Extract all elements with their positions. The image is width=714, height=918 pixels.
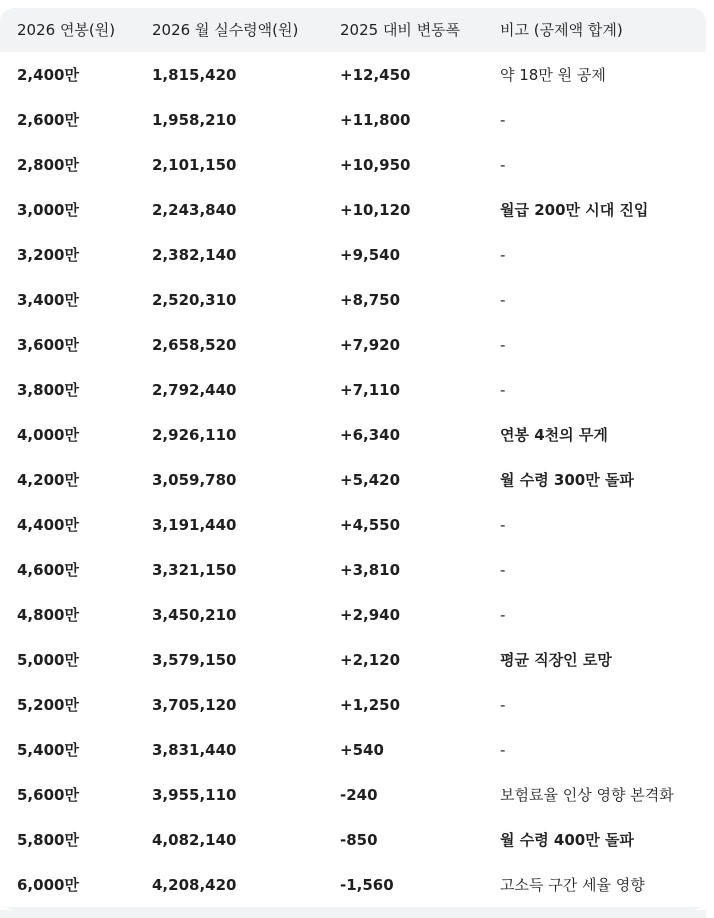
cell-note: 고소득 구간 세율 영향 bbox=[483, 862, 706, 907]
cell-change: +12,450 bbox=[323, 52, 483, 97]
table-header bbox=[0, 8, 706, 52]
header-salary: 2026 연봉(원) bbox=[0, 8, 135, 52]
table-bottom-edge bbox=[0, 910, 706, 918]
cell-change: +1,250 bbox=[323, 682, 483, 727]
cell-note: - bbox=[483, 547, 706, 592]
table-row bbox=[0, 547, 706, 592]
cell-change: +8,750 bbox=[323, 277, 483, 322]
cell-salary: 2,600만 bbox=[0, 97, 135, 142]
cell-net-pay: 3,955,110 bbox=[135, 772, 323, 817]
cell-net-pay: 2,792,440 bbox=[135, 367, 323, 412]
cell-net-pay: 3,059,780 bbox=[135, 457, 323, 502]
cell-salary: 5,000만 bbox=[0, 637, 135, 682]
cell-change: +2,120 bbox=[323, 637, 483, 682]
cell-net-pay: 1,958,210 bbox=[135, 97, 323, 142]
table-row bbox=[0, 727, 706, 772]
cell-note: 약 18만 원 공제 bbox=[483, 52, 706, 97]
cell-change: +10,120 bbox=[323, 187, 483, 232]
cell-change: -240 bbox=[323, 772, 483, 817]
salary-table-card bbox=[0, 8, 706, 910]
cell-note: 평균 직장인 로망 bbox=[483, 637, 706, 682]
cell-salary: 3,600만 bbox=[0, 322, 135, 367]
cell-salary: 4,800만 bbox=[0, 592, 135, 637]
table-row bbox=[0, 457, 706, 502]
cell-net-pay: 3,450,210 bbox=[135, 592, 323, 637]
cell-salary: 5,200만 bbox=[0, 682, 135, 727]
cell-change: +9,540 bbox=[323, 232, 483, 277]
cell-salary: 2,800만 bbox=[0, 142, 135, 187]
cell-net-pay: 2,520,310 bbox=[135, 277, 323, 322]
cell-change: +540 bbox=[323, 727, 483, 772]
cell-net-pay: 3,831,440 bbox=[135, 727, 323, 772]
cell-net-pay: 2,658,520 bbox=[135, 322, 323, 367]
cell-salary: 6,000만 bbox=[0, 862, 135, 907]
cell-net-pay: 2,926,110 bbox=[135, 412, 323, 457]
cell-salary: 2,400만 bbox=[0, 52, 135, 97]
table-row bbox=[0, 232, 706, 277]
cell-note: - bbox=[483, 142, 706, 187]
table-row bbox=[0, 637, 706, 682]
table-row bbox=[0, 322, 706, 367]
cell-net-pay: 2,243,840 bbox=[135, 187, 323, 232]
cell-net-pay: 4,208,420 bbox=[135, 862, 323, 907]
cell-net-pay: 4,082,140 bbox=[135, 817, 323, 862]
header-net-pay: 2026 월 실수령액(원) bbox=[135, 8, 323, 52]
cell-change: +11,800 bbox=[323, 97, 483, 142]
cell-change: +3,810 bbox=[323, 547, 483, 592]
cell-net-pay: 3,321,150 bbox=[135, 547, 323, 592]
cell-salary: 5,400만 bbox=[0, 727, 135, 772]
cell-net-pay: 2,101,150 bbox=[135, 142, 323, 187]
table-row bbox=[0, 367, 706, 412]
cell-note: 보험료율 인상 영향 본격화 bbox=[483, 772, 706, 817]
cell-change: +5,420 bbox=[323, 457, 483, 502]
cell-note: - bbox=[483, 322, 706, 367]
cell-note: - bbox=[483, 97, 706, 142]
table-row bbox=[0, 592, 706, 637]
cell-note: 월급 200만 시대 진입 bbox=[483, 187, 706, 232]
table-row bbox=[0, 862, 706, 907]
cell-note: 월 수령 300만 돌파 bbox=[483, 457, 706, 502]
table-row bbox=[0, 412, 706, 457]
cell-salary: 3,400만 bbox=[0, 277, 135, 322]
cell-change: +4,550 bbox=[323, 502, 483, 547]
cell-note: 월 수령 400만 돌파 bbox=[483, 817, 706, 862]
cell-net-pay: 3,705,120 bbox=[135, 682, 323, 727]
cell-salary: 3,800만 bbox=[0, 367, 135, 412]
cell-salary: 3,200만 bbox=[0, 232, 135, 277]
cell-note: - bbox=[483, 682, 706, 727]
salary-table bbox=[0, 8, 706, 907]
header-change: 2025 대비 변동폭 bbox=[323, 8, 483, 52]
cell-salary: 4,200만 bbox=[0, 457, 135, 502]
table-body bbox=[0, 52, 706, 907]
cell-note: - bbox=[483, 592, 706, 637]
cell-note: - bbox=[483, 367, 706, 412]
table-row bbox=[0, 142, 706, 187]
cell-net-pay: 3,579,150 bbox=[135, 637, 323, 682]
cell-note: - bbox=[483, 727, 706, 772]
table-row bbox=[0, 772, 706, 817]
table-row bbox=[0, 52, 706, 97]
header-row bbox=[0, 8, 706, 52]
table-row bbox=[0, 277, 706, 322]
cell-net-pay: 2,382,140 bbox=[135, 232, 323, 277]
header-note: 비고 (공제액 합계) bbox=[483, 8, 706, 52]
cell-salary: 3,000만 bbox=[0, 187, 135, 232]
cell-salary: 4,400만 bbox=[0, 502, 135, 547]
cell-net-pay: 3,191,440 bbox=[135, 502, 323, 547]
cell-note: - bbox=[483, 232, 706, 277]
cell-change: +2,940 bbox=[323, 592, 483, 637]
cell-change: +6,340 bbox=[323, 412, 483, 457]
table-row bbox=[0, 97, 706, 142]
cell-net-pay: 1,815,420 bbox=[135, 52, 323, 97]
cell-note: 연봉 4천의 무게 bbox=[483, 412, 706, 457]
cell-salary: 4,000만 bbox=[0, 412, 135, 457]
table-row bbox=[0, 682, 706, 727]
cell-note: - bbox=[483, 502, 706, 547]
cell-change: +10,950 bbox=[323, 142, 483, 187]
cell-change: +7,110 bbox=[323, 367, 483, 412]
cell-salary: 5,600만 bbox=[0, 772, 135, 817]
table-row bbox=[0, 502, 706, 547]
cell-note: - bbox=[483, 277, 706, 322]
table-row bbox=[0, 817, 706, 862]
cell-change: -850 bbox=[323, 817, 483, 862]
cell-change: -1,560 bbox=[323, 862, 483, 907]
cell-change: +7,920 bbox=[323, 322, 483, 367]
cell-salary: 5,800만 bbox=[0, 817, 135, 862]
table-row bbox=[0, 187, 706, 232]
cell-salary: 4,600만 bbox=[0, 547, 135, 592]
